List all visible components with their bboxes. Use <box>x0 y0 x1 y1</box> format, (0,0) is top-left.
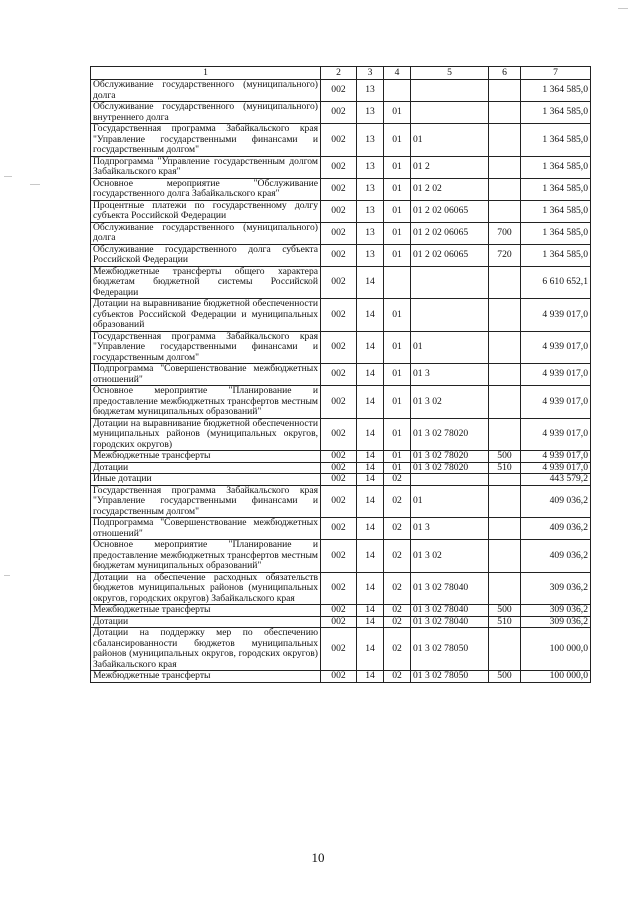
row-name-cell: Государственная программа Забайкальского края "Управление государственными финансами и государственным долгом" <box>91 331 321 364</box>
scan-speck <box>30 184 40 185</box>
ministry-code-cell: 002 <box>321 178 357 200</box>
ministry-code-cell: 002 <box>321 156 357 178</box>
row-name-cell: Дотации на выравнивание бюджетной обеспеченности муниципальных районов (муниципальных округов, городских округов) <box>91 418 321 451</box>
table-row <box>91 572 591 605</box>
target-article-cell: 01 2 02 06065 <box>411 244 489 266</box>
ministry-code-cell: 002 <box>321 124 357 157</box>
target-article-cell <box>411 299 489 332</box>
section-code-cell: 14 <box>357 331 384 364</box>
subsection-code-cell: 01 <box>384 451 411 463</box>
ministry-code-cell: 002 <box>321 200 357 222</box>
column-header: 1 <box>91 67 321 80</box>
target-article-cell: 01 2 02 <box>411 178 489 200</box>
expense-type-cell <box>489 628 521 671</box>
ministry-code-cell: 002 <box>321 244 357 266</box>
table-row <box>91 178 591 200</box>
expense-type-cell <box>489 80 521 102</box>
row-name-cell: Основное мероприятие "Планирование и предоставление межбюджетных трансфертов местным бюджетам муниципальных образований" <box>91 540 321 573</box>
ministry-code-cell: 002 <box>321 266 357 299</box>
section-code-cell: 14 <box>357 518 384 540</box>
row-name-cell: Межбюджетные трансферты <box>91 671 321 683</box>
expense-type-cell <box>489 474 521 486</box>
section-code-cell: 14 <box>357 462 384 474</box>
section-code-cell: 14 <box>357 299 384 332</box>
ministry-code-cell: 002 <box>321 299 357 332</box>
subsection-code-cell: 02 <box>384 671 411 683</box>
expense-type-cell <box>489 102 521 124</box>
target-article-cell: 01 3 02 78050 <box>411 628 489 671</box>
expense-type-cell <box>489 156 521 178</box>
expense-type-cell: 510 <box>489 462 521 474</box>
column-header: 4 <box>384 67 411 80</box>
row-name-cell: Обслуживание государственного (муниципального) внутреннего долга <box>91 102 321 124</box>
ministry-code-cell: 002 <box>321 418 357 451</box>
subsection-code-cell <box>384 266 411 299</box>
ministry-code-cell: 002 <box>321 540 357 573</box>
table-row <box>91 628 591 671</box>
section-code-cell: 13 <box>357 178 384 200</box>
column-header: 5 <box>411 67 489 80</box>
subsection-code-cell: 01 <box>384 386 411 419</box>
ministry-code-cell: 002 <box>321 628 357 671</box>
row-name-cell: Подпрограмма "Управление государственным долгом Забайкальского края" <box>91 156 321 178</box>
target-article-cell: 01 <box>411 331 489 364</box>
row-name-cell: Дотации на выравнивание бюджетной обеспеченности субъектов Российской Федерации и муниципальных образований <box>91 299 321 332</box>
section-code-cell: 13 <box>357 156 384 178</box>
subsection-code-cell: 02 <box>384 540 411 573</box>
table-row <box>91 124 591 157</box>
target-article-cell: 01 <box>411 124 489 157</box>
subsection-code-cell: 02 <box>384 628 411 671</box>
subsection-code-cell: 01 <box>384 222 411 244</box>
column-header: 6 <box>489 67 521 80</box>
section-code-cell: 13 <box>357 200 384 222</box>
row-name-cell: Процентные платежи по государственному долгу субъекта Российской Федерации <box>91 200 321 222</box>
amount-cell: 309 036,2 <box>521 572 591 605</box>
target-article-cell: 01 3 02 78040 <box>411 616 489 628</box>
section-code-cell: 13 <box>357 80 384 102</box>
amount-cell: 1 364 585,0 <box>521 80 591 102</box>
amount-cell: 1 364 585,0 <box>521 222 591 244</box>
row-name-cell: Обслуживание государственного долга субъекта Российской Федерации <box>91 244 321 266</box>
table-row <box>91 266 591 299</box>
column-header: 3 <box>357 67 384 80</box>
row-name-cell: Подпрограмма "Совершенствование межбюджетных отношений" <box>91 518 321 540</box>
section-code-cell: 14 <box>357 671 384 683</box>
row-name-cell: Основное мероприятие "Обслуживание государственного долга Забайкальского края" <box>91 178 321 200</box>
amount-cell: 1 364 585,0 <box>521 244 591 266</box>
target-article-cell <box>411 80 489 102</box>
section-code-cell: 14 <box>357 364 384 386</box>
table-row <box>91 244 591 266</box>
target-article-cell <box>411 102 489 124</box>
amount-cell: 100 000,0 <box>521 671 591 683</box>
scan-speck <box>618 8 628 9</box>
ministry-code-cell: 002 <box>321 572 357 605</box>
ministry-code-cell: 002 <box>321 462 357 474</box>
amount-cell: 1 364 585,0 <box>521 200 591 222</box>
subsection-code-cell: 01 <box>384 299 411 332</box>
expense-type-cell: 510 <box>489 616 521 628</box>
amount-cell: 443 579,2 <box>521 474 591 486</box>
subsection-code-cell: 01 <box>384 102 411 124</box>
row-name-cell: Дотации на обеспечение расходных обязательств бюджетов муниципальных районов (муниципальных округов, городских округов) Забайкальского края <box>91 572 321 605</box>
page-number: 10 <box>311 850 325 865</box>
table-row <box>91 156 591 178</box>
table-row <box>91 331 591 364</box>
column-header: 7 <box>521 67 591 80</box>
target-article-cell: 01 3 02 78050 <box>411 671 489 683</box>
expense-type-cell <box>489 518 521 540</box>
subsection-code-cell: 02 <box>384 572 411 605</box>
ministry-code-cell: 002 <box>321 605 357 617</box>
expense-type-cell <box>489 331 521 364</box>
expense-type-cell <box>489 540 521 573</box>
table-row <box>91 102 591 124</box>
amount-cell: 409 036,2 <box>521 485 591 518</box>
target-article-cell: 01 3 <box>411 518 489 540</box>
row-name-cell: Государственная программа Забайкальского края "Управление государственными финансами и государственным долгом" <box>91 124 321 157</box>
amount-cell: 4 939 017,0 <box>521 462 591 474</box>
column-header: 2 <box>321 67 357 80</box>
table-row <box>91 616 591 628</box>
ministry-code-cell: 002 <box>321 80 357 102</box>
target-article-cell: 01 3 02 <box>411 540 489 573</box>
table-row <box>91 485 591 518</box>
section-code-cell: 14 <box>357 386 384 419</box>
ministry-code-cell: 002 <box>321 518 357 540</box>
expense-type-cell <box>489 178 521 200</box>
table-row <box>91 386 591 419</box>
amount-cell: 1 364 585,0 <box>521 102 591 124</box>
table-row <box>91 451 591 463</box>
section-code-cell: 14 <box>357 540 384 573</box>
table-row <box>91 80 591 102</box>
ministry-code-cell: 002 <box>321 451 357 463</box>
target-article-cell: 01 3 02 78040 <box>411 572 489 605</box>
amount-cell: 4 939 017,0 <box>521 331 591 364</box>
ministry-code-cell: 002 <box>321 386 357 419</box>
subsection-code-cell: 01 <box>384 244 411 266</box>
subsection-code-cell: 01 <box>384 418 411 451</box>
row-name-cell: Подпрограмма "Совершенствование межбюджетных отношений" <box>91 364 321 386</box>
row-name-cell: Дотации на поддержку мер по обеспечению сбалансированности бюджетов муниципальных районов (муниципальных округов, городских округов) Забайкальского края <box>91 628 321 671</box>
scan-speck <box>4 575 10 576</box>
section-code-cell: 14 <box>357 572 384 605</box>
subsection-code-cell: 02 <box>384 616 411 628</box>
table-header-row <box>91 67 591 80</box>
target-article-cell: 01 2 02 06065 <box>411 200 489 222</box>
ministry-code-cell: 002 <box>321 485 357 518</box>
table-row <box>91 364 591 386</box>
table-body <box>91 80 591 683</box>
ministry-code-cell: 002 <box>321 222 357 244</box>
amount-cell: 6 610 652,1 <box>521 266 591 299</box>
expense-type-cell <box>489 299 521 332</box>
row-name-cell: Дотации <box>91 616 321 628</box>
row-name-cell: Государственная программа Забайкальского края "Управление государственными финансами и государственным долгом" <box>91 485 321 518</box>
expense-type-cell: 500 <box>489 605 521 617</box>
expense-type-cell <box>489 200 521 222</box>
row-name-cell: Обслуживание государственного (муниципального) долга <box>91 222 321 244</box>
target-article-cell: 01 3 02 78040 <box>411 605 489 617</box>
target-article-cell <box>411 474 489 486</box>
row-name-cell: Дотации <box>91 462 321 474</box>
subsection-code-cell: 01 <box>384 200 411 222</box>
expense-type-cell: 500 <box>489 671 521 683</box>
amount-cell: 4 939 017,0 <box>521 418 591 451</box>
ministry-code-cell: 002 <box>321 671 357 683</box>
amount-cell: 1 364 585,0 <box>521 124 591 157</box>
table-row <box>91 299 591 332</box>
subsection-code-cell: 01 <box>384 124 411 157</box>
row-name-cell: Межбюджетные трансферты <box>91 605 321 617</box>
amount-cell: 309 036,2 <box>521 605 591 617</box>
row-name-cell: Иные дотации <box>91 474 321 486</box>
target-article-cell: 01 3 02 <box>411 386 489 419</box>
table-row <box>91 462 591 474</box>
table-row <box>91 671 591 683</box>
amount-cell: 409 036,2 <box>521 540 591 573</box>
expense-type-cell: 500 <box>489 451 521 463</box>
ministry-code-cell: 002 <box>321 102 357 124</box>
section-code-cell: 14 <box>357 605 384 617</box>
target-article-cell: 01 <box>411 485 489 518</box>
amount-cell: 4 939 017,0 <box>521 451 591 463</box>
section-code-cell: 13 <box>357 244 384 266</box>
row-name-cell: Обслуживание государственного (муниципального) долга <box>91 80 321 102</box>
subsection-code-cell: 02 <box>384 605 411 617</box>
expense-type-cell: 700 <box>489 222 521 244</box>
amount-cell: 1 364 585,0 <box>521 178 591 200</box>
subsection-code-cell: 01 <box>384 331 411 364</box>
table-row <box>91 518 591 540</box>
table-row <box>91 605 591 617</box>
expense-type-cell <box>489 124 521 157</box>
section-code-cell: 13 <box>357 102 384 124</box>
budget-table <box>90 66 591 683</box>
target-article-cell: 01 2 02 06065 <box>411 222 489 244</box>
subsection-code-cell: 01 <box>384 178 411 200</box>
row-name-cell: Основное мероприятие "Планирование и предоставление межбюджетных трансфертов местным бюджетам муниципальных образований" <box>91 386 321 419</box>
expense-type-cell <box>489 485 521 518</box>
expense-type-cell <box>489 386 521 419</box>
amount-cell: 309 036,2 <box>521 616 591 628</box>
target-article-cell: 01 3 02 78020 <box>411 418 489 451</box>
expense-type-cell <box>489 364 521 386</box>
subsection-code-cell: 02 <box>384 485 411 518</box>
subsection-code-cell: 02 <box>384 474 411 486</box>
target-article-cell: 01 3 02 78020 <box>411 462 489 474</box>
expense-type-cell <box>489 572 521 605</box>
expense-type-cell: 720 <box>489 244 521 266</box>
section-code-cell: 13 <box>357 222 384 244</box>
amount-cell: 409 036,2 <box>521 518 591 540</box>
row-name-cell: Межбюджетные трансферты <box>91 451 321 463</box>
section-code-cell: 14 <box>357 628 384 671</box>
scan-speck <box>4 176 12 177</box>
ministry-code-cell: 002 <box>321 616 357 628</box>
target-article-cell <box>411 266 489 299</box>
target-article-cell: 01 3 02 78020 <box>411 451 489 463</box>
table-row <box>91 418 591 451</box>
amount-cell: 4 939 017,0 <box>521 386 591 419</box>
section-code-cell: 14 <box>357 451 384 463</box>
subsection-code-cell <box>384 80 411 102</box>
table-row <box>91 200 591 222</box>
expense-type-cell <box>489 418 521 451</box>
subsection-code-cell: 01 <box>384 364 411 386</box>
ministry-code-cell: 002 <box>321 364 357 386</box>
row-name-cell: Межбюджетные трансферты общего характера бюджетам бюджетной системы Российской Федерации <box>91 266 321 299</box>
ministry-code-cell: 002 <box>321 331 357 364</box>
section-code-cell: 14 <box>357 418 384 451</box>
table-row <box>91 222 591 244</box>
section-code-cell: 14 <box>357 485 384 518</box>
expense-type-cell <box>489 266 521 299</box>
ministry-code-cell: 002 <box>321 474 357 486</box>
amount-cell: 4 939 017,0 <box>521 299 591 332</box>
section-code-cell: 14 <box>357 616 384 628</box>
amount-cell: 4 939 017,0 <box>521 364 591 386</box>
section-code-cell: 14 <box>357 474 384 486</box>
amount-cell: 100 000,0 <box>521 628 591 671</box>
table-row <box>91 540 591 573</box>
target-article-cell: 01 2 <box>411 156 489 178</box>
table-row <box>91 474 591 486</box>
subsection-code-cell: 01 <box>384 462 411 474</box>
amount-cell: 1 364 585,0 <box>521 156 591 178</box>
subsection-code-cell: 02 <box>384 518 411 540</box>
section-code-cell: 14 <box>357 266 384 299</box>
subsection-code-cell: 01 <box>384 156 411 178</box>
section-code-cell: 13 <box>357 124 384 157</box>
target-article-cell: 01 3 <box>411 364 489 386</box>
